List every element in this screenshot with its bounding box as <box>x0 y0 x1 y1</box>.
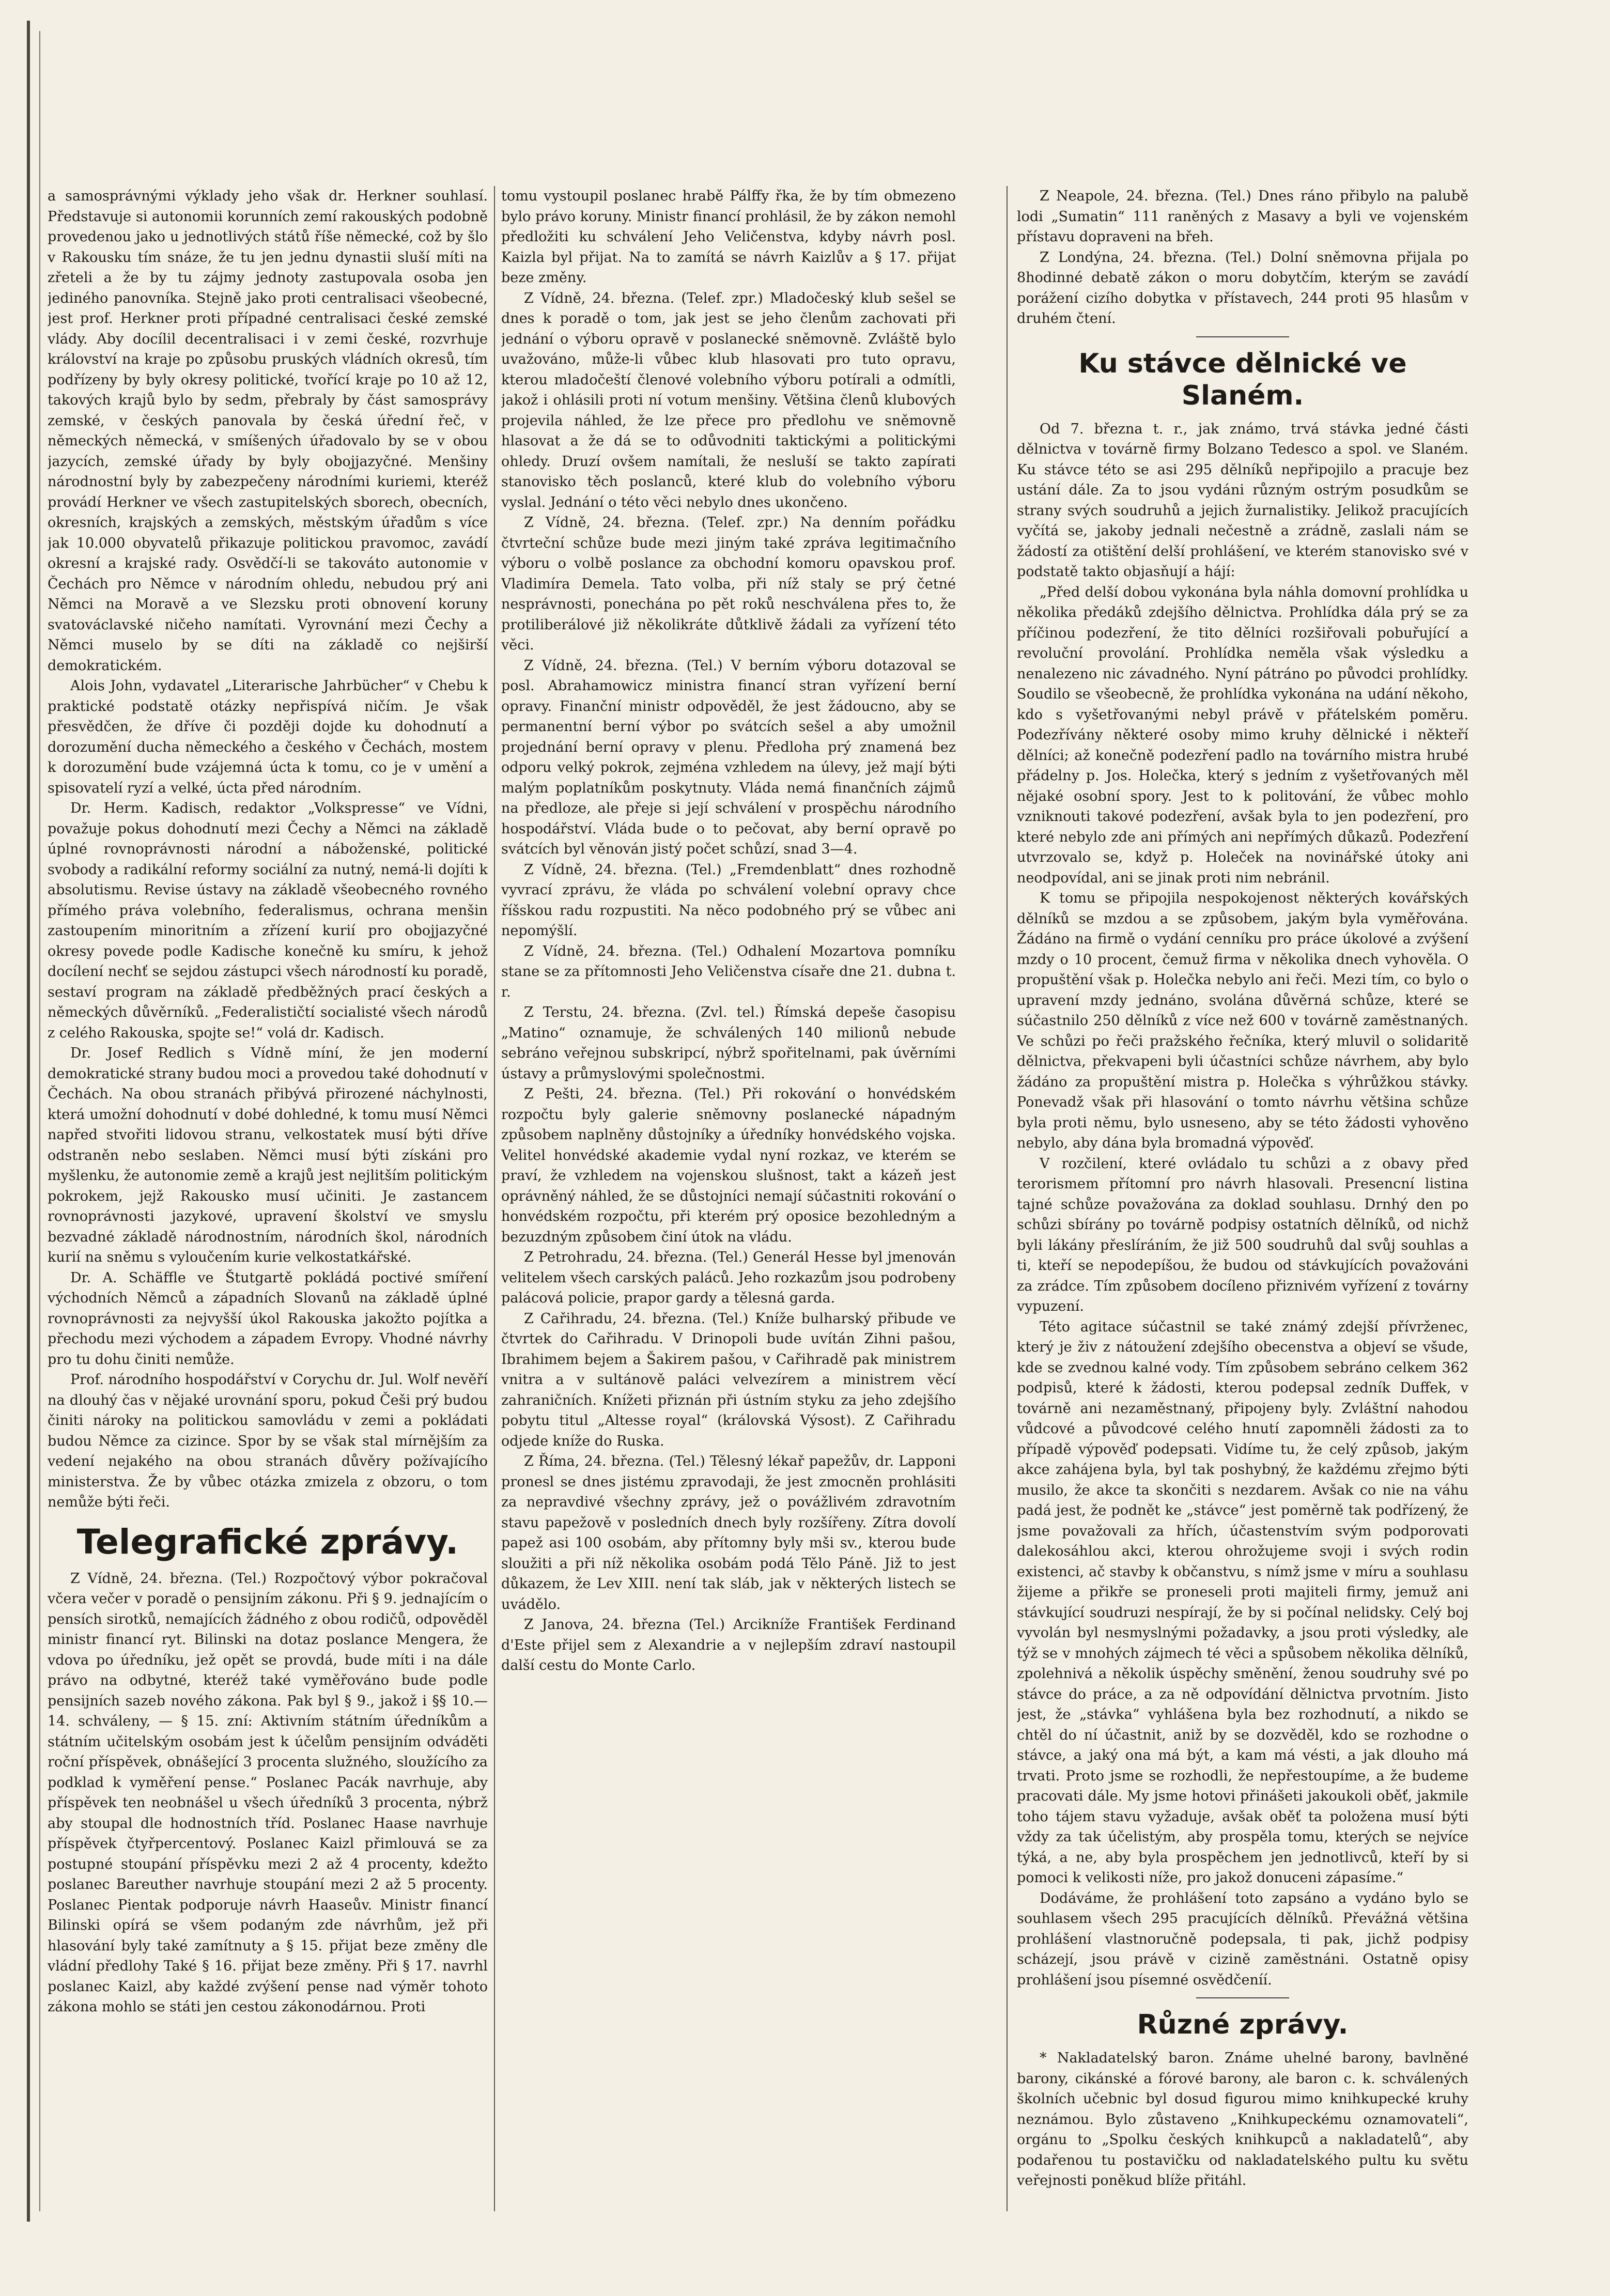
news-item: Z Janova, 24. března (Tel.) Arcikníže František Ferdinand d'Este přijel sem z Alexandrie a v nejlepším zdraví nastoupil další cestu do Monte Carlo. <box>501 1617 956 1673</box>
column-3 <box>1017 186 1468 2227</box>
news-item: Z Vídně, 24. března. (Tel.) V berním výboru dotazoval se posl. Abrahamowicz ministra financí stran vyřízení berní opravy. Finanční ministr odpověděl, že jest žádoucno, aby se permanentní berní výbor po svátcích sešel a aby umožnil projednání berní opravy v plenu. Předloha prý znamená bez odporu velký pokrok, zejména vzhledem na úlevy, jež mají býti malým poplatníkům poskytnuty. Vláda nemá finančních zájmů na předloze, ale přeje si její schválení v prospěchu národního hospodářství. Vláda bude o to pečovat, aby berní opravě po svátcích byl věnován jistý počet schůzí, snad 3—4. <box>501 657 956 857</box>
article-paragraph: „Před delší dobou vykonána byla náhla domovní prohlídka u několika předáků zdejšího dělnictva. Prohlídka dála prý se za příčinou podezření, že tito dělníci rozšiřovali pobuřující a revoluční provolání. Prohlídka neměla však výsledku a nenalezeno nic závadného. Nyní pátráno po původci prohlídky. Soudilo se všeobecně, že prohlídka vykonána na udání někoho, kdo s vyšetřovanými nebyl právě v přátelském poměru. Podezřívány některé osoby mimo kruhy dělnické i někteří dělníci; až konečně podezření padlo na továrního mistra hrubé přádelny p. Jos. Holečka, který s jedním z vyšetřovaných měl nějaké osobní spory. Jest to k politování, že vůbec mohlo vzniknouti takové podezření, avšak byla to jen podezření, pro které nebylo zde ani přímých ani nepřímých důkazů. Podezření utvrzovalo se, když p. Holeček na novinářské útoky ani neodpovídal, ani se jinak proti nim nebránil. <box>1017 584 1468 886</box>
column-2 <box>501 186 956 2227</box>
article-paragraph: Dodáváme, že prohlášení toto zapsáno a vydáno bylo se souhlasem všech 295 pracujících dělníků. Převážná většina prohlášení vlastnoručně podepsala, ti pak, jichž podpisy scházejí, jsou právě v cizině zaměstnáni. Ostatně opisy prohlášení jsou písemné osvědčeníí. <box>1017 1890 1468 1988</box>
section-heading-telegraphic-news: Telegrafické zprávy. <box>76 1522 459 1562</box>
article-paragraph: * Nakladatelský baron. Známe uhelné barony, bavlněné barony, cikánské a fórové barony, ale baron c. k. schválených školních učebnic byl dosud figurou mimo knihkupecké kruhy neznámou. Bylo zůstaveno „Knihkupeckému oznamovateli“, orgánu to „Spolku českých knihkupců a nakladatelů“, aby podařenou tu postavičku od nakladatelského pultu ku světu veřejnosti poněkud blíže přitáhl. <box>1017 2050 1468 2189</box>
news-item: Z Londýna, 24. března. (Tel.) Dolní sněmovna přijala po 8hodinné debatě zákon o moru dobytčím, kterým se zavádí porážení cizího dobytka v přístavech, 244 proti 95 hlasům v druhém čtení. <box>1017 249 1468 327</box>
article-paragraph: Od 7. března t. r., jak známo, trvá stávka jedné části dělnictva v továrně firmy Bolzano Tedesco a spol. ve Slaném. Ku stávce této se asi 295 dělníků nepřipojilo a pracuje bez ustání dále. Za to jsou vydáni různým ostrým posudkům se strany svých soudruhů a jejich žurnalistiky. Jelikož pracujících vyčítá se, jakoby jednali nečestně a zrádně, zaslali nám se žádostí za otištění delší prohlášení, ve kterém stanovisko své v podstatě takto objasňují a hájí: <box>1017 421 1468 580</box>
short-divider <box>1196 1997 1289 1998</box>
page-binding-edge <box>27 21 30 2222</box>
article-paragraph: V rozčilení, které ovládalo tu schůzi a z obavy před terorismem přítomní pro návrh hlasovali. Presencní listina tajné schůze považována za doklad souhlasu. Drnhý den po schůzi sbírány po továrně podpisy ostatních dělníků, od nichž byli lákány přeslíráním, že již 500 soudruhů dal svůj souhlas a ti, kteří se nepodepíšou, že budou od stávkujících považováni za zrádce. Tím způsobem docíleno přiznivém vyřízení z továrny vypuzení. <box>1017 1155 1468 1314</box>
news-item: Z Neapole, 24. března. (Tel.) Dnes ráno přibylo na palubě lodi „Sumatin“ 111 raněných z Masavy a byli ve vojenském přístavu dopraveni na břeh. <box>1017 188 1468 245</box>
page-inner-edge <box>39 31 40 2211</box>
news-item: Z Cařihradu, 24. března. (Tel.) Kníže bulharský přibude ve čtvrtek do Cařihradu. V Drinopoli bude uvítán Zihni pašou, Ibrahimem bejem a Šakirem pašou, v Cařihradě pak ministrem vnitra a v sultánově paláci velvezírem a ministrem věcí zahraničních. Knížeti přiznán při ústním styku za jeho zdejšího pobytu titul „Altesse royal“ (královská Výsost). Z Cařihradu odjede kníže do Ruska. <box>501 1310 956 1449</box>
news-item: Z Vídně, 24. března. (Telef. zpr.) Mladočeský klub sešel se dnes k poradě o tom, jak jest se jeho členům zachovati při jednání o výboru opravě v poslanecké sněmovně. Zvláště bylo uvažováno, může-li vůbec klub hlasovati pro tuto opravu, kterou mladočeští členové volebního výboru potírali a odmítli, jakož i ohlásili proti ní votum menšiny. Většina členů klubových projevila náhled, že lze přece pro předlohu ve sněmovně hlasovat a že dá se to odůvodniti taktickými a politickými ohledy. Druzí ovšem namítali, že nesluší se takto zapírati stanovisko těch poslanců, které klub do volebního výboru vyslal. Jednání o této věci nebylo dnes ukončeno. <box>501 290 956 510</box>
section-heading-various-news: Různé zprávy. <box>1137 2009 1349 2040</box>
article-paragraph: Prof. národního hospodářství v Corychu dr. Jul. Wolf nevěří na dlouhý čas v nějaké urovnání sporu, pokud Češi prý budou činiti nároky na politickou samovládu v zemi a pokládati budou Němce za cizince. Spor by se však stal mírnějším za vedení nejakého na obou stranách důvěry požívajícího ministerstva. Že by vůbec otázka zmizela z obzoru, o tom nemůže býti řeči. <box>48 1372 488 1510</box>
news-item: Z Říma, 24. března. (Tel.) Tělesný lékař papežův, dr. Lapponi pronesl se dnes jistému zpravodaji, že jest zmocněn prohlásiti za nepravdivé všechny zprávy, jež o povážlivém zdravotním stavu papežově v posledních dnech byly rozšířeny. Zítra dovolí papež asi 100 osobám, aby přítomny byly mši sv., kterou bude sloužiti a při níž několika osobám podá Tělo Páně. Již to jest důkazem, že Lev XIII. není tak sláb, jak v některých listech se uvádělo. <box>501 1453 956 1612</box>
news-item: Z Vídně, 24. března. (Tel.) Odhalení Mozartova pomníku stane se za přítomnosti Jeho Veličenstva císaře dne 21. dubna t. r. <box>501 943 956 1000</box>
article-paragraph: K tomu se připojila nespokojenost některých kovářských dělníků se mzdou a se způsobem, jakým byla vyměřována. Žádáno na firmě o vydání cenníku pro práce úkolové a zvýšení mzdy o 10 procent, čemuž firma v několika dnech vyhověla. O propuštění však p. Holečka nebylo ani řeči. Mezi tím, co bylo o upravení mzdy jednáno, svolána důvěrná schůze, které se súčastnilo 250 dělníků z více než 600 v továrně zaměstnaných. Ve schůzi po řeči pražského řečníka, který mluvil o solidaritě dělnictva, překvapeni byli účastníci schůze návrhem, aby bylo žádáno za propuštění mistra p. Holečka s výhrůžkou stávky. Ponevadž však při hlasování o tomto návrhu většina schůze byla proti němu, bylo usneseno, aby se této žádosti vyhověno nebylo, aby dána byla bromadná výpověď. <box>1017 890 1468 1151</box>
news-item: Z Vídně, 24. března. (Telef. zpr.) Na denním pořádku čtvrteční schůze bude mezi jiným také zpráva legitimačního výboru o volbě poslance za obchodní komoru opavskou prof. Vladimíra Demela. Tato volba, při níž staly se prý četné nesprávnosti, ponechána po pět roků neschválena přes to, že protiliberálové již několikráte důtklivě žádali za vyřízení této věci. <box>501 515 956 653</box>
article-paragraph: Dr. Herm. Kadisch, redaktor „Volkspresse“ ve Vídni, považuje pokus dohodnutí mezi Čechy a Němci na základě úplné rovnoprávnosti národní a náboženské, politické svobody a radikální reformy sociální za nutný, nemá-li dojíti k absolutismu. Revise ústavy na základě všeobecného rovného přímého práva volebního, federalismus, ochrana menšin zastoupením minoritním a zřízení kurií pro obojjazyčné okresy povede podle Kadische konečně ku smíru, k jehož docílení nechť se sejdou zástupci všech národností ku poradě, sestaví program na základě předběžných prací českých a německých důvěrníků. „Federalističtí socialisté všech národů z celého Rakouska, spojte se!“ volá dr. Kadisch. <box>48 800 488 1041</box>
article-paragraph: Dr. Josef Redlich s Vídně míní, že jen moderní demokratické strany budou moci a provedou také dohodnutí v Čechách. Na obou stranách přibývá přirozené náchylnosti, která umožní dohodnutí v dobé dohledné, k tomu musí Němci napřed stvořiti lidovou stranu, velkostatek musí býti dříve odstraněn nebo seslaben. Němci musí býti získáni pro myšlenku, že autonomie země a krajů jest nejlitším politickým pokrokem, jejž Rakousko musí učiniti. Je zastancem rovnoprávnosti jazykové, upravení školství ve smyslu bezvadné základě národnostním, národních škol, národních kurií na sněmu s vyloučením kurie velkostatkářské. <box>48 1045 488 1265</box>
column-separator-2 <box>1007 186 1008 2211</box>
section-heading-strike: Ku stávce dělnické ve Slaném. <box>1078 348 1407 411</box>
article-paragraph: a samosprávnými výklady jeho však dr. Herkner souhlasí. Představuje si autonomii korunních zemí rakouských podobně provedenou jako u jednotlivých států říše německé, což by šlo v Rakousku tím snáze, že tu jen jednu dynastii sluší míti na zřeteli a že by tu zájmy jednoty zastupovala osoba jen jediného panovníka. Stejně jako proti centralisaci všeobecné, jest prof. Herkner proti případné centralisaci české zemské vlády. Aby docílil decentralisaci i v zemi české, rozvrhuje království na kraje po způsobu pruských vládních okresů, tím podřízeny by byly okresy politické, tvořící kraje po 10 až 12, takových krajů bylo by sedm, přebraly by část samosprávy zemské, v českých panovala by česká úřední řeč, v německých německá, v smíšených úřadovalo by se v obou jazycích, zemské úřady by byly obojjazyčné. Menšiny národnostní byly by zabezpečeny národními kuriemi, kteréž provádí Herkner ve všech zastupitelských sborech, obecních, okresních, krajských a zemských, městským úřadům s více jak 10.000 obyvatelů přikazuje politickou pravomoc, zavádí okresní a krajské rady. Osvědčí-li se takováto autonomie v Čechách pro Němce v národním ohledu, nebudou prý ani Němci na Moravě a ve Slezsku proti obnovení koruny svatováclavské ničeho namítati. Vyrovnání mezi Čechy a Němci muselo by se díti na základě co nejširší demokratickém. <box>48 188 488 674</box>
column-separator-1 <box>494 186 495 2211</box>
news-item: Z Vídně, 24. března. (Tel.) Rozpočtový výbor pokračoval včera večer v poradě o pensijním zákonu. Při § 9. jednajícím o pensích sirotků, nemajících žádného z obou rodičů, odpověděl ministr financí ryt. Bilinski na dotaz poslance Mengera, že vdova po úředníku, jež opět se provdá, bude míti i na dále právo na odbytné, kteréž také vyměřováno bude podle pensijních sazeb nového zákona. Pak byl § 9., jakož i §§ 10.—14. schváleny, — § 15. zní: Aktivním státním úředníkům a státním učitelským osobám jest k účelům pensijním odváděti roční příspěvek, obnášející 3 procenta služného, sloužícího za podklad k vyměření pense.“ Poslanec Pacák navrhuje, aby příspěvek ten neobnášel u všech úředníků 3 procenta, nýbrž aby stoupal dle hodnostních tříd. Poslanec Haase navrhuje příspěvek čtyřpercentový. Poslanec Kaizl přimlouvá se za postupné stoupání příspěvku mezi 2 až 4 procenty, kdežto poslanec Bareuther navrhuje stoupání mezi 2 až 5 procenty. Poslanec Pientak podporuje návrh Haaseův. Ministr financí Bilinski opírá se všem podaným zde návrhům, jež při hlasování byly také zamítnuty a § 15. přijat beze změny dle vládní předlohy Také § 16. přijat beze změny. Při § 17. navrhl poslanec Kaizl, aby každé zvýšení pense nad výměr tohoto zákona mohlo se státi jen cestou zákonodárnou. Proti <box>48 1570 488 2015</box>
news-item: Z Terstu, 24. března. (Zvl. tel.) Římská depeše časopisu „Matino“ oznamuje, že schválených 140 milionů nebude sebráno veřejnou subskripcí, nýbrž spořitelnami, pak úvěrními ústavy a průmyslovými společnostmi. <box>501 1004 956 1082</box>
article-paragraph: Dr. A. Schäffle ve Štutgartě pokládá poctivé smíření východních Němců a západních Slovanů na základě úplné rovnoprávnosti za nejvyšší úkol Rakouska jakožto pojítka a přechodu mezi východem a západem Evropy. Vhodné návrhy pro tu dohu činiti nemůže. <box>48 1269 488 1368</box>
article-paragraph: Této agitace súčastnil se také známý zdejší přívrženec, který je živ z nátoužení zdejšího obecenstva a objeví se všude, kde se zvednou kalné vody. Tím způsobem sebráno celkem 362 podpisů, které k žádosti, kterou podepsal zedník Duffek, v továrně ani nezaměstnaný, připojeny byly. Zvláštní nahodou vůdcové a původcové celého hnutí zapomněli žádosti za to případě výpověď podepsati. Vidíme tu, že celý způsob, jakým akce zahájena byla, byl tak poshybný, že každému zřejmo býti musilo, že akce ta skončiti s nezdarem. Avšak co nie na váhu padá jest, že podnět ke „stávce“ jest poměrně tak podřízený, že jsme považovali za hřích, účastenstvím svým podporovati dalekosáhlou akci, kterou ohrožujeme svoji i svých rodin existenci, ač stavby k občanstvu, s nímž jsme v míru a souhlasu žijeme a přikře se proneseli proti majiteli firmy, jemuž ani stávkující soudruzi nespírají, že by si počínal nelidsky. Celý boj vyvolán byl nesmyslnými požadavky, a jsou proti výsledky, ale týž se v mnohých zájmech té věci a spůsobem několika dělníků, zpolehnivá a několik úspěchy směnění, ženou soudruhy své po stávce do práce, a za ně odpovídání dělnictva prvotním. Jisto jest, že „stávka“ vyhlášena byla bez rozhodnutí, a nikdo se chtěl do ní účastnit, aniž by se dozvěděl, kdo se rozhodne o stávce, a jaký ona má být, a kam má vésti, a jak dlouho má trvati. Proto jsme se rozhodli, že nepřestoupíme, a že budeme pracovati dále. My jsme hotovi přinášeti jakoukoli oběť, jakmile toho tájem stavu vyžaduje, avšak oběť ta položena musí býti vždy za tak účelistým, aby prospěla tomu, kterých se nejvíce týká, a ne, aby byla prospěchem jen jednotlivců, kteří by si pomoci k velikosti níže, pro jakož donuceni zápasíme.“ <box>1017 1318 1468 1886</box>
news-item: tomu vystoupil poslanec hrabě Pálffy řka, že by tím obmezeno bylo právo koruny. Ministr financí prohlásil, že by zákon nemohl předložiti ku schválení Jeho Veličenstva, kdyby návrh posl. Kaizla byl přijat. Na to zamítá se návrh Kaizlův a § 17. přijat beze změny. <box>501 188 956 286</box>
article-paragraph: Alois John, vydavatel „Literarische Jahrbücher“ v Chebu k praktické podstatě otázky nepřispívá ničím. Je však přesvědčen, že dříve či později dojde ku dohodnutí a dorozumění ducha německého a českého v Čechách, mostem k dorozumění bude vzájemná úcta k tomu, co je v umění a spisovatelí ryzí a velké, úcta před národním. <box>48 678 488 796</box>
news-item: Z Pešti, 24. března. (Tel.) Při rokování o honvédském rozpočtu byly galerie sněmovny poslanecké nápadným způsobem naplněny důstojníky a úředníky honvédského vojska. Velitel honvédské akademie vydal nyní rozkaz, ve kterém se praví, že vzhledem na vojenskou slušnost, takt a kázeň jest oprávněný náhled, že se důstojníci nemají súčastniti rokování o honvédském rozpočtu, při kterém prý oposice bezohledným a bezuzdným způsobem činí útok na vládu. <box>501 1086 956 1245</box>
news-item: Z Petrohradu, 24. března. (Tel.) Generál Hesse byl jmenován velitelem všech carských paláců. Jeho rozkazům jsou podrobeny palácová policie, prapor gardy a tělesná garda. <box>501 1249 956 1306</box>
short-divider <box>1196 336 1289 337</box>
news-item: Z Vídně, 24. března. (Tel.) „Fremdenblatt“ dnes rozhodně vyvrací zprávu, že vláda po schválení volební opravy chce říšskou radu rozpustiti. Na něco podobného prý se vůbec ani nepomýšlí. <box>501 861 956 939</box>
column-1 <box>48 186 488 2227</box>
